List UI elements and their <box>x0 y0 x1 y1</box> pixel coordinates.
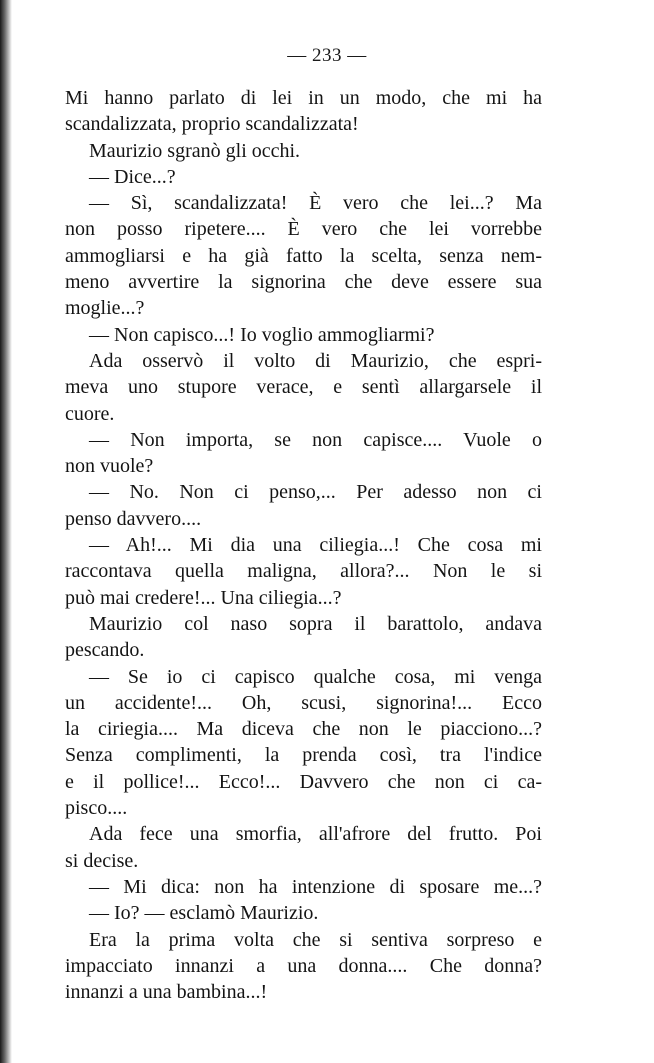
text-line: — Se io ci capisco qualche cosa, mi venga <box>89 665 542 688</box>
text-line: non vuole? <box>65 455 154 478</box>
text-line: — Sì, scandalizzata! È vero che lei...? Ma <box>89 192 542 215</box>
text-line: moglie...? <box>65 297 145 320</box>
text-line: può mai credere!... Una ciliegia...? <box>65 586 342 609</box>
text-line: scandalizzata, proprio scandalizzata! <box>65 113 359 136</box>
text-line: pescando. <box>65 639 145 662</box>
text-line: — Non importa, se non capisce.... Vuole o <box>89 428 542 451</box>
text-line: — Io? — esclamò Maurizio. <box>89 902 319 925</box>
text-line: meva uno stupore verace, e sentì allargarsele il <box>65 376 542 399</box>
text-line: e il pollice!... Ecco!... Davvero che non ci ca- <box>65 770 542 793</box>
text-line: raccontava quella maligna, allora?... Non le si <box>65 560 542 583</box>
text-line: Maurizio sgranò gli occhi. <box>89 139 301 162</box>
text-line: non posso ripetere.... È vero che lei vorrebbe <box>65 218 542 241</box>
page-number: — 233 — <box>287 45 367 66</box>
text-line: penso davvero.... <box>65 507 202 530</box>
text-line: ammogliarsi e ha già fatto la scelta, senza nem- <box>65 244 542 267</box>
text-line: impacciato innanzi a una donna.... Che donna? <box>65 954 542 977</box>
text-line: Ada fece una smorfia, all'afrore del frutto. Poi <box>89 823 542 846</box>
text-line: Maurizio col naso sopra il barattolo, andava <box>89 612 542 635</box>
body-text <box>65 85 542 1005</box>
text-line: Mi hanno parlato di lei in un modo, che mi ha <box>65 87 542 109</box>
text-line: meno avvertire la signorina che deve essere sua <box>65 271 542 294</box>
text-line: Ada osservò il volto di Maurizio, che espri- <box>89 349 542 372</box>
text-line: — No. Non ci penso,... Per adesso non ci <box>89 481 542 504</box>
text-line: — Non capisco...! Io voglio ammogliarmi? <box>89 323 435 346</box>
text-line: Era la prima volta che si sentiva sorpreso e <box>89 928 542 951</box>
text-line: — Dice...? <box>89 165 176 188</box>
text-line: un accidente!... Oh, scusi, signorina!... Ecco <box>65 691 542 714</box>
text-line: innanzi a una bambina...! <box>65 981 268 1004</box>
text-line: Senza complimenti, la prenda così, tra l'indice <box>65 744 542 767</box>
text-line: cuore. <box>65 402 115 425</box>
page-spine-shadow <box>0 0 12 1063</box>
text-line: — Mi dica: non ha intenzione di sposare me...? <box>89 875 542 898</box>
text-line: pisco.... <box>65 797 128 820</box>
text-line: — Ah!... Mi dia una ciliegia...! Che cosa mi <box>89 534 542 557</box>
text-line: si decise. <box>65 849 139 872</box>
text-line: la ciriegia.... Ma diceva che non le piacciono...? <box>65 718 542 741</box>
